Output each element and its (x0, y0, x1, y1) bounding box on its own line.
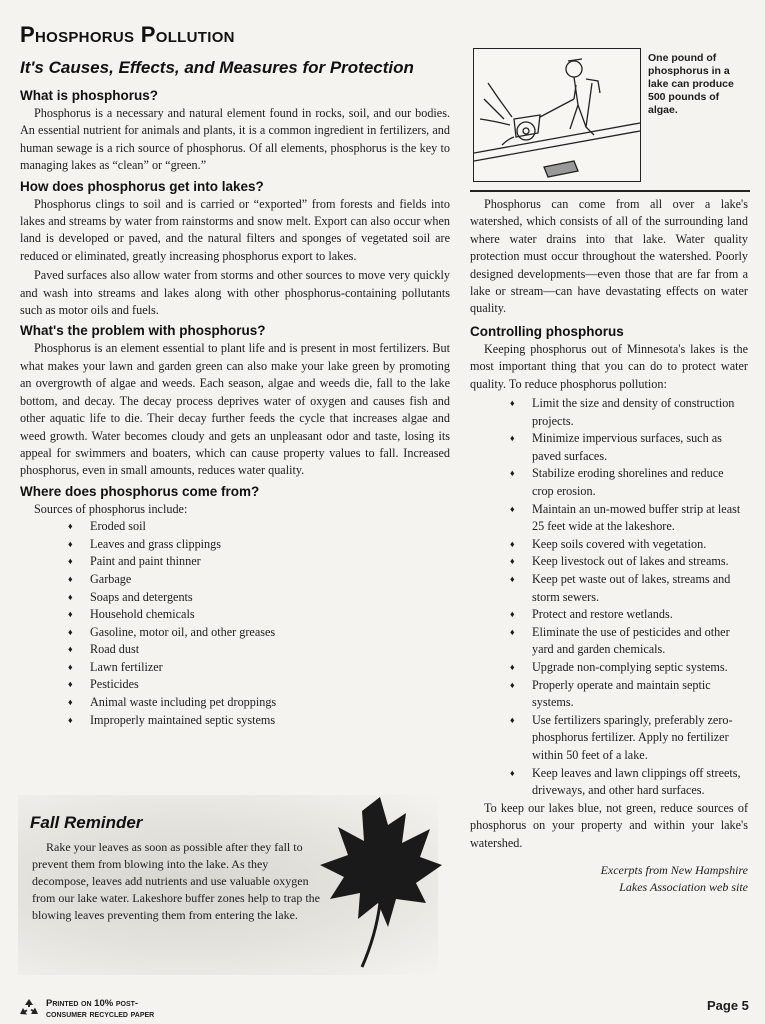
paragraph-watershed: Phosphorus can come from all over a lake's watershed, which consists of all of the surrounding land where water drains into that lake. Water quality protection must occur throughout the watershed. Poorly designed developments—even those that are far from a lake or stream—can have devastating effects on water quality. (470, 197, 748, 316)
footer-line-2: consumer recycled paper (46, 1009, 155, 1020)
heading-problem: What's the problem with phosphorus? (20, 323, 266, 339)
maple-leaf-icon (318, 795, 443, 970)
divider (470, 190, 750, 192)
credit-line-2: Lakes Association web site (619, 879, 748, 894)
heading-what-is-phosphorus: What is phosphorus? (20, 88, 158, 103)
fall-reminder-heading: Fall Reminder (30, 813, 143, 832)
section-how-into-lakes (20, 179, 450, 320)
list-item: ♦ Upgrade non-complying septic systems. (510, 659, 748, 677)
paragraph-controlling-intro: Keeping phosphorus out of Minnesota's lakes is the most important thing that you can do to protect water quality. To reduce phosphorus pollution: (470, 341, 748, 391)
list-item: ♦ Keep livestock out of lakes and streams. (510, 553, 748, 571)
sources-list (20, 518, 450, 729)
paragraph-problem: Phosphorus is an element essential to plant life and is present in most fertilizers. But what makes your lawn and garden green can also make your lake green by promoting an overgrowth of algae and weeds. Each season, algae and weeds die, fall to the lake bottom, and decay. The decay process deprives water of oxygen and causes fish and other aquatic life to die. Their decay further feeds the cycle that increases algae and weed growth. Water becomes cloudy and gets an unpleasant odor and taste, losing its appeal for swimmers and boaters, which can cause property values to fall. Increased phosphorus, even in small amounts, reduces water quality. (20, 341, 450, 478)
recycle-icon (18, 998, 40, 1018)
fertilizer-spreader-illustration (473, 48, 641, 182)
list-item: ♦ Eliminate the use of pesticides and other yard and garden chemicals. (510, 624, 748, 659)
section-sources (20, 484, 450, 730)
list-item: ♦ Limit the size and density of construction projects. (510, 395, 748, 430)
list-item: ♦ Garbage (68, 571, 450, 589)
footer-line-1: Printed on 10% post- (46, 998, 139, 1009)
list-item: ♦ Properly operate and maintain septic systems. (510, 677, 748, 712)
list-item: ♦ Eroded soil (68, 518, 450, 536)
list-item: ♦ Road dust (68, 641, 450, 659)
recycled-notice (18, 998, 154, 1020)
man-spreading-fertilizer-icon (474, 49, 640, 181)
list-item: ♦ Pesticides (68, 676, 450, 694)
list-item: ♦ Protect and restore wetlands. (510, 606, 748, 624)
paragraph-what-is-phosphorus: Phosphorus is a necessary and natural element found in rocks, soil, and our bodies. An essential nutrient for animals and plants, it is a common ingredient in fertilizers, and human sewage is a rich source of phosphorus. Of all elements, phosphorus is the key to managing lakes as “clean” or “green.” (20, 106, 450, 173)
page-subtitle: It's Causes, Effects, and Measures for Protection (20, 58, 414, 77)
heading-sources: Where does phosphorus come from? (20, 483, 260, 499)
controlling-list (470, 395, 748, 800)
list-item: ♦ Household chemicals (68, 606, 450, 624)
fall-reminder-box (18, 795, 438, 975)
list-item: ♦ Keep soils covered with vegetation. (510, 536, 748, 554)
paragraph-closing: To keep our lakes blue, not green, reduce sources of phosphorus on your property and within your lake's watershed. (470, 800, 748, 850)
illustration-caption: One pound of phosphorus in a lake can produce 500 pounds of algae. (648, 52, 734, 116)
sources-intro: Sources of phosphorus include: (34, 501, 188, 516)
paragraph-how-into-lakes-1: Phosphorus clings to soil and is carried or “exported” from forests and fields into lakes and streams by water from rainstorms and snow melt. Export can also occur when land is developed or paved, and the natural filters and sponges of vegetated soil are reduced or eliminated, greatly increasing phosphorus export to lakes. (20, 196, 450, 263)
list-item: ♦ Animal waste including pet droppings (68, 694, 450, 712)
source-credit (470, 862, 748, 896)
list-item: ♦ Maintain an un-mowed buffer strip at least 25 feet wide at the lakeshore. (510, 501, 748, 536)
page-number: Page 5 (707, 998, 749, 1013)
fall-reminder-text: Rake your leaves as soon as possible after they fall to prevent them from blowing into the lake. As they decompose, leaves add nutrients and use valuable oxygen from our lake water. Lakeshore buffer zones help to trap the blowing leaves preventing them from entering the lake. (32, 840, 320, 922)
heading-controlling: Controlling phosphorus (470, 323, 624, 339)
list-item: ♦ Paint and paint thinner (68, 553, 450, 571)
list-item: ♦ Stabilize eroding shorelines and reduce crop erosion. (510, 465, 748, 500)
heading-how-into-lakes: How does phosphorus get into lakes? (20, 178, 264, 194)
page-title: Phosphorus Pollution (20, 22, 235, 47)
list-item: ♦ Lawn fertilizer (68, 659, 450, 677)
list-item: ♦ Minimize impervious surfaces, such as paved surfaces. (510, 430, 748, 465)
left-column (20, 88, 450, 733)
section-what-is-phosphorus (20, 88, 450, 175)
list-item: ♦ Keep leaves and lawn clippings off streets, driveways, and other hard surfaces. (510, 765, 748, 800)
list-item: ♦ Soaps and detergents (68, 589, 450, 607)
list-item: ♦ Keep pet waste out of lakes, streams and storm sewers. (510, 571, 748, 606)
section-problem (20, 323, 450, 479)
paragraph-how-into-lakes-2: Paved surfaces also allow water from storms and other sources to move very quickly and wash into streams and lakes along with other phosphorus-containing pollutants such as motor oils and fuels. (20, 268, 450, 318)
list-item: ♦ Improperly maintained septic systems (68, 712, 450, 730)
list-item: ♦ Use fertilizers sparingly, preferably zero-phosphorus fertilizer. Apply no fertilizer within 50 feet of a lake. (510, 712, 748, 765)
right-column (470, 196, 748, 896)
list-item: ♦ Leaves and grass clippings (68, 536, 450, 554)
list-item: ♦ Gasoline, motor oil, and other greases (68, 624, 450, 642)
credit-line-1: Excerpts from New Hampshire (600, 862, 748, 877)
